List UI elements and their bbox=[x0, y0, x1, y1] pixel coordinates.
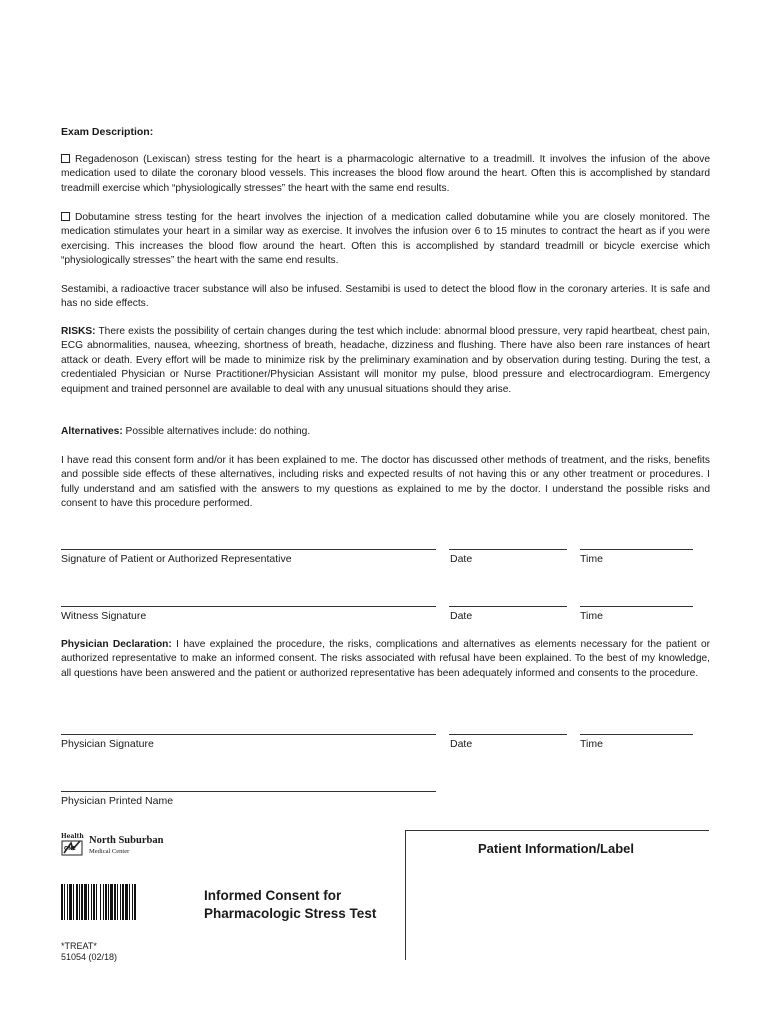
label-area-divider bbox=[405, 830, 406, 960]
barcode-bar bbox=[103, 884, 104, 920]
barcode-bar bbox=[120, 884, 121, 920]
barcode-bar bbox=[114, 884, 116, 920]
barcode-bar bbox=[100, 884, 101, 920]
barcode-bar bbox=[84, 884, 87, 920]
physician-printed-name-line[interactable] bbox=[61, 791, 436, 792]
patient-time-label: Time bbox=[580, 553, 603, 565]
physician-printed-name-label: Physician Printed Name bbox=[61, 795, 174, 807]
patient-label-title: Patient Information/Label bbox=[478, 841, 635, 856]
dobutamine-paragraph bbox=[61, 211, 710, 269]
barcode-bar bbox=[134, 884, 136, 920]
barcode-bar bbox=[93, 884, 95, 920]
physician-date-label: Date bbox=[450, 738, 473, 750]
declaration-label: Physician Declaration: bbox=[61, 639, 172, 650]
physician-declaration-paragraph bbox=[61, 638, 710, 681]
barcode-bar bbox=[88, 884, 89, 920]
north-suburban-logo bbox=[61, 833, 171, 863]
barcode-bar bbox=[122, 884, 124, 920]
barcode-bar bbox=[108, 884, 109, 920]
regadenoson-text: Regadenoson (Lexiscan) stress testing for the heart is a pharmacologic alternative to a treadmill. It involves the infusion of the above medication used to dilate the coronary blood vessels. This increases the blood flow around the heart. Often this is accomplished by standard treadmill exercise which “physiologically stresses” the heart with the same end results. bbox=[61, 154, 710, 194]
barcode-bar bbox=[76, 884, 78, 920]
witness-signature-line[interactable] bbox=[61, 606, 436, 607]
logo-subtitle-text: Medical Center bbox=[89, 848, 130, 855]
barcode-bar bbox=[96, 884, 97, 920]
physician-signature-label: Physician Signature bbox=[61, 738, 154, 750]
barcode-bar bbox=[61, 884, 63, 920]
declaration-text: I have explained the procedure, the risks, complications and alternatives as elements necessary for the patient or authorized representative to make an informed consent. The risks associated with refusal have been explained. To the best of my knowledge, all questions have been answered and the patient or authorized representative has been adequately informed and consents to the procedure. bbox=[61, 639, 711, 679]
barcode-bar bbox=[79, 884, 80, 920]
dobutamine-text: Dobutamine stress testing for the heart involves the injection of a medication called dobutamine while you are closely monitored. The medication stimulates your heart in a similar way as exercise. It involves the infusion over 6 to 15 minutes to contract the heart as if you were exercising. This increases the blood flow around the heart. Often this is accomplished by standard treadmill or bicycle exercise which “physiologically stresses” the heart with the same end results. bbox=[61, 212, 710, 267]
witness-time-line[interactable] bbox=[580, 606, 693, 607]
logo-name-text: North Suburban bbox=[89, 835, 164, 846]
witness-signature-label: Witness Signature bbox=[61, 610, 147, 622]
physician-signature-line[interactable] bbox=[61, 734, 436, 735]
witness-date-line[interactable] bbox=[449, 606, 567, 607]
regadenoson-paragraph bbox=[61, 153, 710, 196]
barcode-bar bbox=[110, 884, 113, 920]
alternatives-label: Alternatives: bbox=[61, 426, 123, 437]
barcode-bar bbox=[81, 884, 83, 920]
physician-time-line[interactable] bbox=[580, 734, 693, 735]
physician-time-label: Time bbox=[580, 738, 603, 750]
patient-date-label: Date bbox=[450, 553, 473, 565]
physician-date-line[interactable] bbox=[449, 734, 567, 735]
barcode-bar bbox=[67, 884, 68, 920]
form-number: 51054 (02/18) bbox=[61, 952, 118, 962]
barcode-bar bbox=[91, 884, 92, 920]
risks-text: There exists the possibility of certain changes during the test which include: abnormal blood pressure, very rapid heartbeat, chest pain, ECG abnormalities, nausea, wheezing, shortness of breath, headache, dizziness and flushing. There have also been rare instances of heart attack or death. Every effort will be made to minimize risk by the preliminary examination and by observation during testing. During the test, a credentialed Physician or Nurse Practitioner/Physician Assistant will monitor my pulse, blood pressure and electrocardiogram. Emergency equipment and trained personnel are available to deal with any unusual situations should they arise. bbox=[61, 326, 710, 395]
patient-date-line[interactable] bbox=[449, 549, 567, 550]
patient-time-line[interactable] bbox=[580, 549, 693, 550]
form-title bbox=[204, 887, 376, 923]
witness-time-label: Time bbox=[580, 610, 603, 622]
barcode-bar bbox=[69, 884, 72, 920]
risks-paragraph bbox=[61, 325, 710, 397]
barcode-bar bbox=[117, 884, 118, 920]
regadenoson-checkbox[interactable] bbox=[61, 154, 70, 163]
dobutamine-checkbox[interactable] bbox=[61, 212, 70, 221]
form-title-line-1: Informed Consent for bbox=[204, 888, 342, 903]
barcode-bar bbox=[125, 884, 128, 920]
patient-signature-line[interactable] bbox=[61, 549, 436, 550]
witness-date-label: Date bbox=[450, 610, 473, 622]
alternatives-text: Possible alternatives include: do nothing. bbox=[122, 426, 311, 437]
form-title-line-2: Pharmacologic Stress Test bbox=[204, 906, 377, 921]
consent-paragraph: I have read this consent form and/or it has been explained to me. The doctor has discussed other methods of treatment, and the risks, benefits and possible side effects of these alternatives, including risks and expected results of not having this or any other treatment or procedures. I fully understand and am satisfied with the answers to my questions as explained to me by the doctor. I understand the possible risks and consent to have this procedure performed. bbox=[61, 455, 710, 510]
alternatives-paragraph bbox=[61, 425, 710, 439]
barcode-bar bbox=[132, 884, 133, 920]
patient-signature-label: Signature of Patient or Authorized Representative bbox=[61, 553, 292, 565]
logo-one-text: ONE bbox=[64, 846, 76, 852]
label-area-top-border bbox=[405, 830, 709, 831]
barcode-bar bbox=[64, 884, 65, 920]
treat-code: *TREAT* bbox=[61, 941, 97, 951]
sestamibi-paragraph: Sestamibi, a radioactive tracer substance will also be infused. Sestamibi is used to detect the blood flow in the coronary arteries. It is safe and has no side effects. bbox=[61, 284, 710, 310]
logo-health-text: Health bbox=[61, 833, 84, 840]
risks-label: RISKS: bbox=[61, 326, 96, 337]
barcode-bar bbox=[129, 884, 130, 920]
barcode-bar bbox=[105, 884, 107, 920]
exam-description-heading: Exam Description: bbox=[61, 126, 154, 138]
barcode-bar bbox=[73, 884, 74, 920]
barcode bbox=[61, 884, 171, 920]
